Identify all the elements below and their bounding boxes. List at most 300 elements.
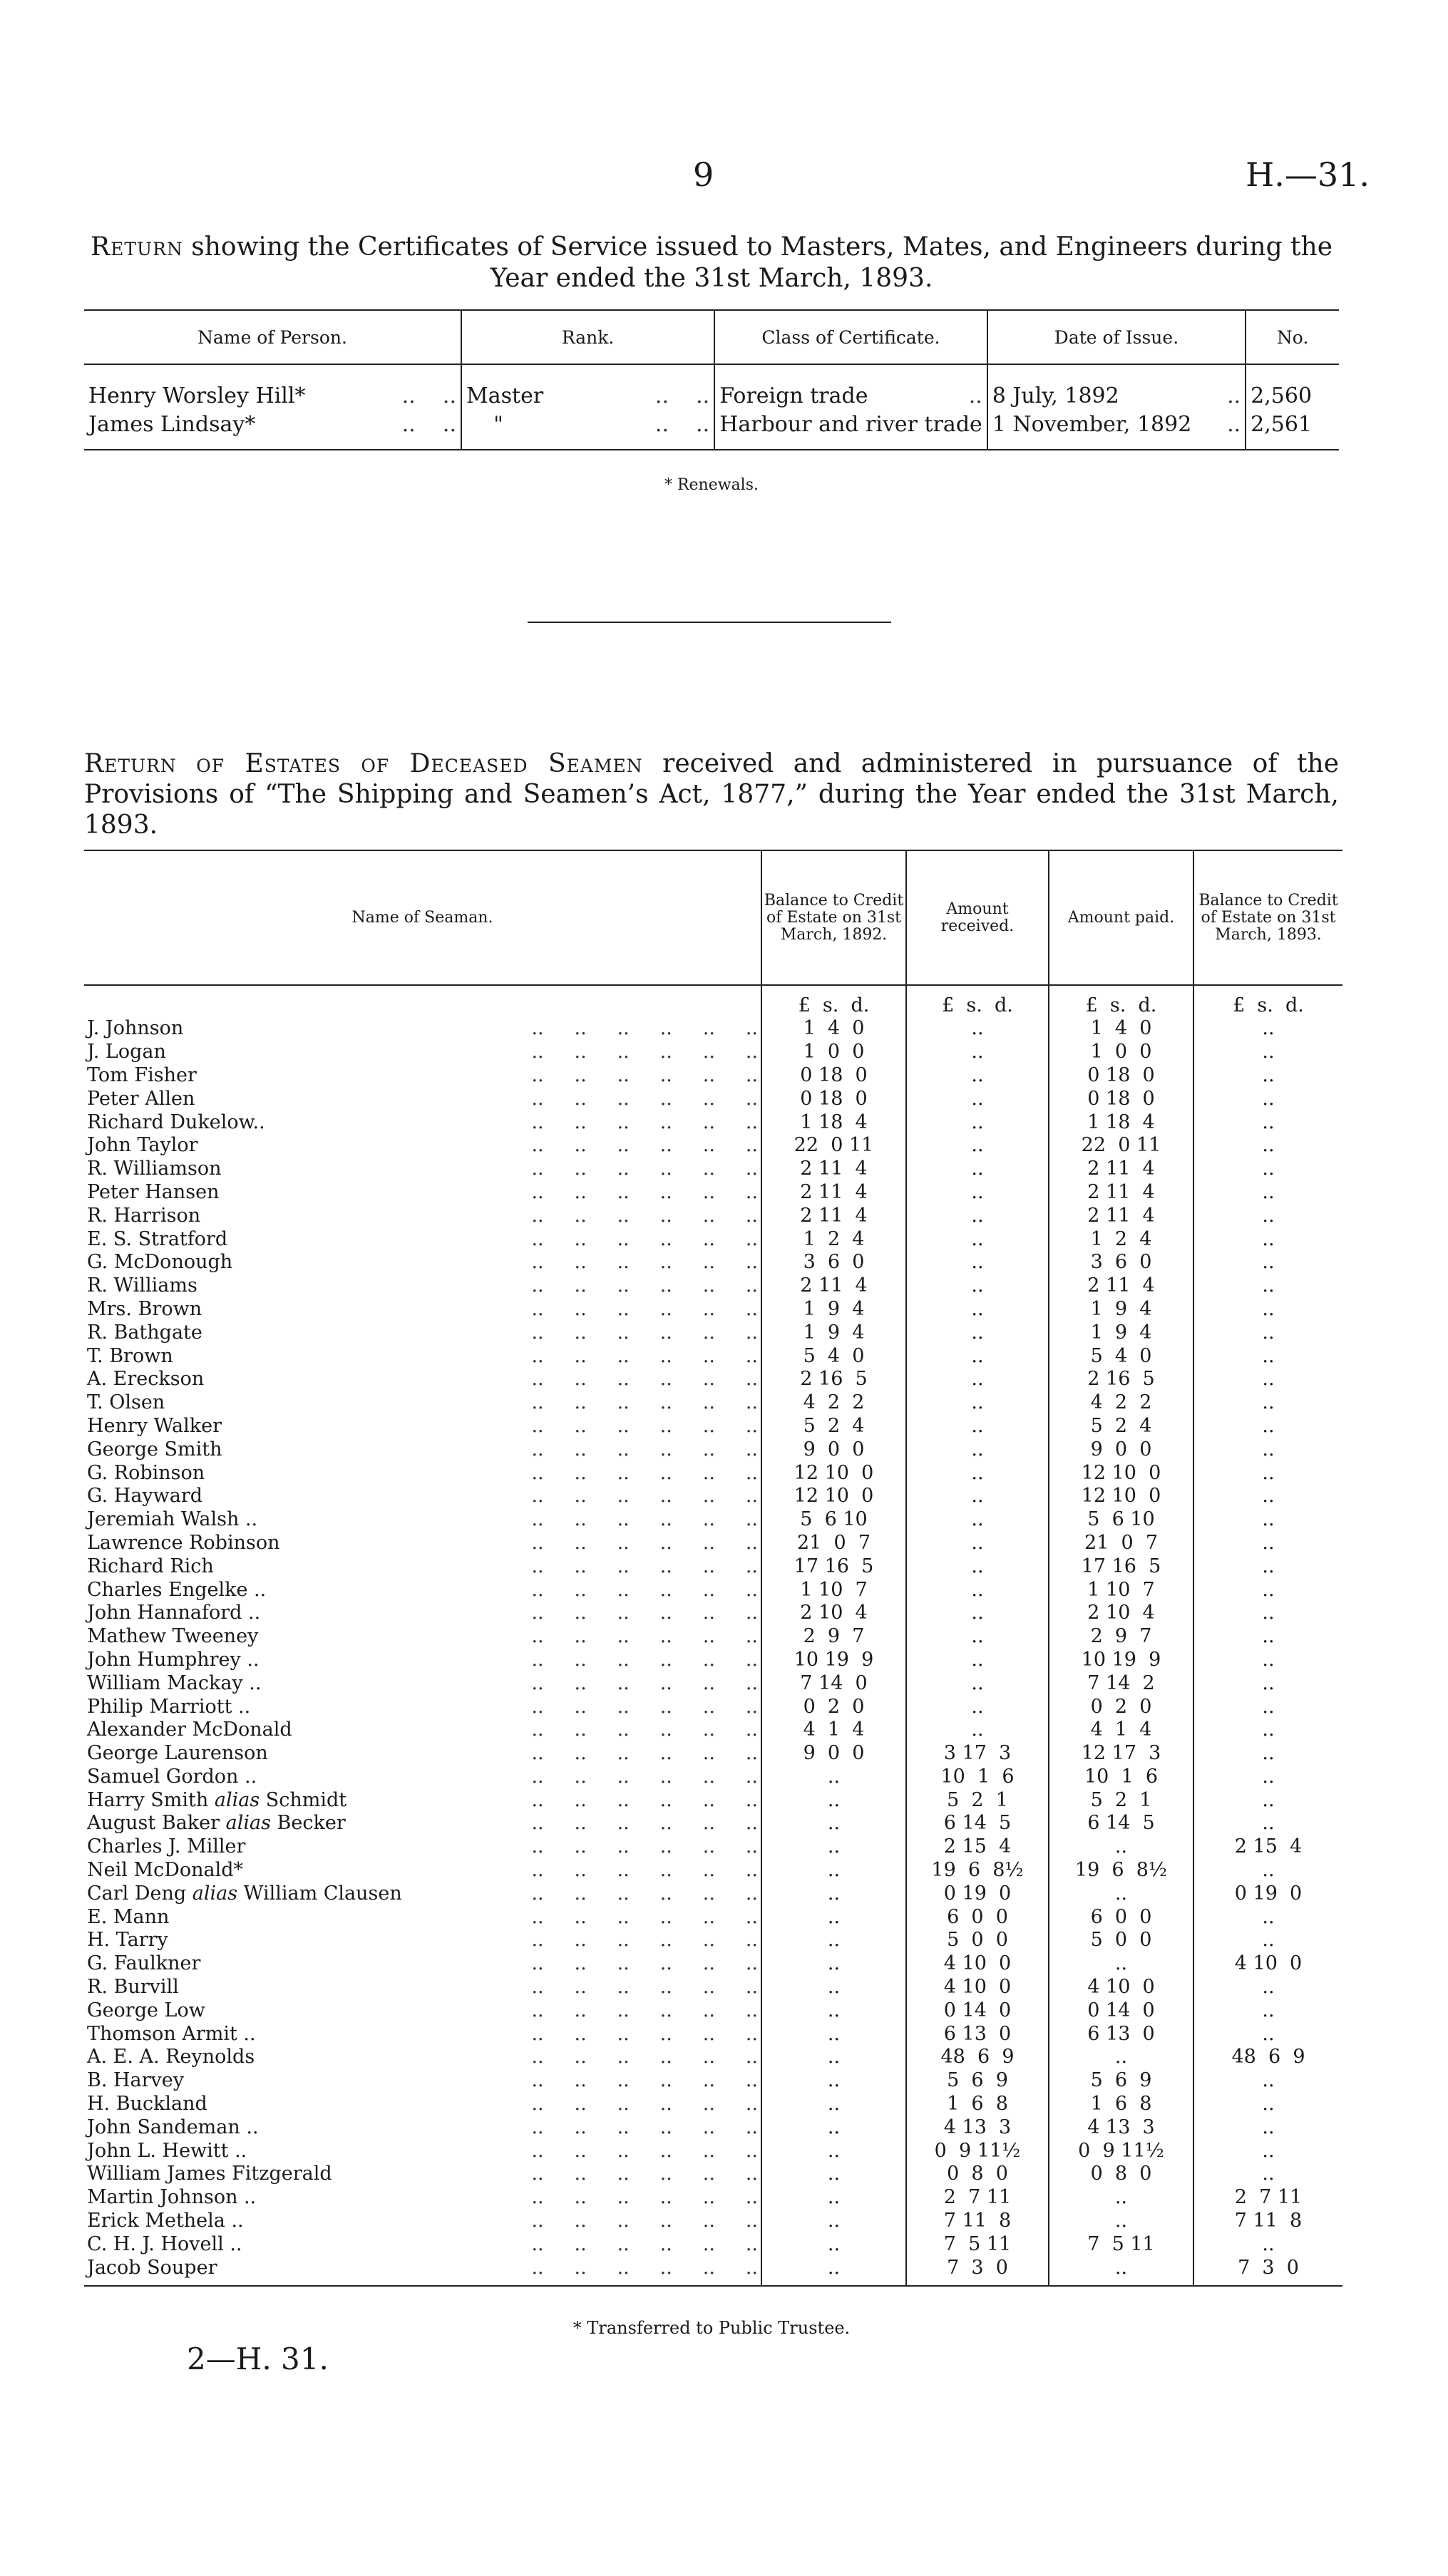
seaman-name-text: John Sandeman .. xyxy=(87,2116,259,2138)
amount-bal92: 5 2 4 xyxy=(761,1415,906,1438)
certificates-footnote: * Renewals. xyxy=(664,476,759,494)
seaman-name: August Baker alias Becker .. .. .. .. .. .. xyxy=(87,1812,758,1835)
amount-bal92: 1 9 4 xyxy=(761,1298,906,1322)
seaman-name-text: Erick Methela .. xyxy=(87,2210,244,2232)
estates-title-smallcaps: of Estates of Deceased Seamen xyxy=(196,749,643,778)
amount-bal92: 2 10 4 xyxy=(761,1602,906,1625)
estates-title xyxy=(84,748,1339,840)
amount-bal93: .. xyxy=(1193,1368,1342,1391)
seaman-name: Mrs. Brown .. .. .. .. .. .. xyxy=(87,1297,758,1320)
cert-no: 2,561 xyxy=(1246,411,1339,450)
seaman-name: Carl Deng alias William Clausen .. .. .. .. .. .. xyxy=(87,1882,758,1905)
seaman-name: George Laurenson .. .. .. .. .. .. xyxy=(87,1742,758,1765)
table-row xyxy=(84,1882,1342,1905)
amount-bal93: 2 15 4 xyxy=(1193,1835,1342,1859)
estates-title-lead: Return xyxy=(84,749,177,778)
amount-bal93: .. xyxy=(1193,2163,1342,2186)
seaman-name: Martin Johnson .. .. .. .. .. .. .. xyxy=(87,2186,758,2209)
amount-received: .. xyxy=(906,1321,1049,1344)
amount-bal92: 5 4 0 xyxy=(761,1344,906,1368)
amount-paid: 2 11 4 xyxy=(1049,1181,1193,1205)
amount-bal93: .. xyxy=(1193,1274,1342,1298)
seaman-name-text: Mathew Tweeney xyxy=(87,1625,259,1648)
seaman-name-text: T. Brown xyxy=(87,1344,173,1367)
amount-paid: 12 17 3 xyxy=(1049,1742,1193,1766)
amount-received: .. xyxy=(906,1695,1049,1719)
seaman-name-text: J. Logan xyxy=(87,1041,166,1063)
amount-paid: 4 13 3 xyxy=(1049,2116,1193,2139)
units-row xyxy=(84,985,1342,1017)
seaman-name-text: John L. Hewitt .. xyxy=(87,2139,247,2162)
seaman-name-text: A. E. A. Reynolds xyxy=(87,2046,255,2068)
amount-bal93: .. xyxy=(1193,1461,1342,1485)
estates-footnote: * Transferred to Public Trustee. xyxy=(572,2318,851,2338)
seaman-name-text: August Baker alias Becker xyxy=(87,1812,346,1835)
seaman-name: A. Ereckson .. .. .. .. .. .. xyxy=(87,1368,758,1391)
seaman-name-text: Richard Dukelow.. xyxy=(87,1111,265,1133)
amount-received: 1 6 8 xyxy=(906,2093,1049,2116)
amount-received: .. xyxy=(906,1555,1049,1578)
amount-received: .. xyxy=(906,1111,1049,1134)
seaman-name: E. S. Stratford .. .. .. .. .. .. xyxy=(87,1227,758,1250)
table-row xyxy=(84,2069,1342,2093)
seaman-name-text: Charles Engelke .. xyxy=(87,1578,267,1601)
amount-received: 4 13 3 xyxy=(906,2116,1049,2139)
amount-bal93: .. xyxy=(1193,1812,1342,1835)
amount-bal92: .. xyxy=(761,1766,906,1789)
amount-bal93: .. xyxy=(1193,1485,1342,1508)
amount-bal92: 1 4 0 xyxy=(761,1017,906,1041)
amount-received: .. xyxy=(906,1041,1049,1064)
table-row xyxy=(84,1719,1342,1742)
table-row xyxy=(84,1766,1342,1789)
amount-bal92: .. xyxy=(761,1812,906,1835)
col-header-name: Name of Person. xyxy=(84,310,461,364)
amount-bal92: 21 0 7 xyxy=(761,1532,906,1555)
amount-bal92: .. xyxy=(761,1999,906,2022)
amount-paid: 4 2 2 xyxy=(1049,1391,1193,1415)
amount-bal92: 12 10 0 xyxy=(761,1485,906,1508)
amount-bal92: 10 19 9 xyxy=(761,1649,906,1672)
table-row xyxy=(84,364,1339,411)
table-row xyxy=(84,1415,1342,1438)
seaman-name: H. Tarry .. .. .. .. .. .. xyxy=(87,1929,758,1952)
amount-bal92: .. xyxy=(761,1905,906,1929)
table-row xyxy=(84,1368,1342,1391)
col-header-balance-1893: Balance to Credit of Estate on 31st March, 1893. xyxy=(1193,850,1342,985)
amount-received: 7 5 11 xyxy=(906,2232,1049,2256)
seaman-name: Philip Marriott .. .. .. .. .. .. .. xyxy=(87,1695,758,1718)
amount-paid: 2 11 4 xyxy=(1049,1274,1193,1298)
table-row xyxy=(84,1508,1342,1532)
page-signature: 2—H. 31. xyxy=(187,2341,329,2376)
seaman-name-text: R. Williams xyxy=(87,1274,197,1297)
cert-name: James Lindsay* .. .. xyxy=(84,411,461,450)
amount-received: .. xyxy=(906,1625,1049,1649)
seaman-name-text: William James Fitzgerald xyxy=(87,2163,332,2185)
amount-received: 4 10 0 xyxy=(906,1976,1049,1999)
seaman-name: E. Mann .. .. .. .. .. .. xyxy=(87,1905,758,1928)
seaman-name: G. McDonough .. .. .. .. .. .. xyxy=(87,1251,758,1274)
seaman-name: Jacob Souper .. .. .. .. .. .. xyxy=(84,2256,761,2286)
amount-bal93: .. xyxy=(1193,1158,1342,1181)
table-row xyxy=(84,1227,1342,1251)
seaman-name-text: T. Olsen xyxy=(87,1391,165,1414)
seaman-name: William Mackay .. .. .. .. .. .. .. xyxy=(87,1671,758,1694)
table-row xyxy=(84,1625,1342,1649)
seaman-name: Richard Dukelow.. .. .. .. .. .. .. xyxy=(87,1111,758,1133)
page-number: 9 xyxy=(693,155,714,194)
amount-bal93: .. xyxy=(1193,1976,1342,1999)
amount-received: 5 2 1 xyxy=(906,1788,1049,1812)
seaman-name: A. E. A. Reynolds .. .. .. .. .. .. xyxy=(87,2046,758,2068)
amount-received: .. xyxy=(906,1017,1049,1041)
cert-class: Foreign trade .. xyxy=(714,364,987,411)
amount-received: .. xyxy=(906,1251,1049,1274)
amount-bal93: .. xyxy=(1193,2022,1342,2046)
amount-received: 7 11 8 xyxy=(906,2210,1049,2233)
seaman-name: G. Faulkner .. .. .. .. .. .. xyxy=(87,1952,758,1975)
section-divider xyxy=(528,622,891,623)
amount-bal92: 3 6 0 xyxy=(761,1251,906,1274)
seaman-name: T. Olsen .. .. .. .. .. .. xyxy=(87,1391,758,1414)
amount-bal92: .. xyxy=(761,1788,906,1812)
seaman-name: C. H. J. Hovell .. .. .. .. .. .. .. xyxy=(87,2232,758,2255)
col-header-balance-1892: Balance to Credit of Estate on 31st March, 1892. xyxy=(761,850,906,985)
amount-bal92: .. xyxy=(761,1952,906,1976)
amount-paid: 1 10 7 xyxy=(1049,1578,1193,1602)
amount-paid: 5 6 9 xyxy=(1049,2069,1193,2093)
amount-received: .. xyxy=(906,1134,1049,1158)
table-row xyxy=(84,1602,1342,1625)
amount-received: .. xyxy=(906,1532,1049,1555)
amount-received: .. xyxy=(906,1649,1049,1672)
seaman-name-text: Jacob Souper xyxy=(87,2256,217,2279)
amount-received: 5 6 9 xyxy=(906,2069,1049,2093)
amount-paid: 6 13 0 xyxy=(1049,2022,1193,2046)
col-header-class: Class of Certificate. xyxy=(714,310,987,364)
seaman-name: Richard Rich .. .. .. .. .. .. xyxy=(87,1555,758,1577)
col-header-seaman: Name of Seaman. xyxy=(84,850,761,985)
table-row xyxy=(84,2139,1342,2163)
seaman-name-text: Tom Fisher xyxy=(87,1063,197,1086)
seaman-name-text: R. Harrison xyxy=(87,1204,201,1227)
amount-bal92: 2 9 7 xyxy=(761,1625,906,1649)
amount-bal92: .. xyxy=(761,2256,906,2286)
amount-received: .. xyxy=(906,1391,1049,1415)
amount-bal92: 9 0 0 xyxy=(761,1438,906,1461)
table-row xyxy=(84,2022,1342,2046)
cert-class: Harbour and river trade xyxy=(714,411,987,450)
table-row xyxy=(84,1532,1342,1555)
table-row xyxy=(84,1158,1342,1181)
table-row xyxy=(84,2256,1342,2286)
seaman-name-text: H. Tarry xyxy=(87,1929,168,1952)
table-row xyxy=(84,1929,1342,1952)
seaman-name-text: Martin Johnson .. xyxy=(87,2186,257,2209)
amount-bal92: 0 18 0 xyxy=(761,1064,906,1088)
amount-received: 19 6 8½ xyxy=(906,1859,1049,1882)
table-row xyxy=(84,1578,1342,1602)
seaman-name: Tom Fisher .. .. .. .. .. .. xyxy=(87,1063,758,1086)
amount-paid: 6 0 0 xyxy=(1049,1905,1193,1929)
amount-bal93: .. xyxy=(1193,1298,1342,1322)
seaman-name-text: Charles J. Miller xyxy=(87,1835,246,1858)
amount-bal92: 9 0 0 xyxy=(761,1742,906,1766)
amount-paid: 0 18 0 xyxy=(1049,1064,1193,1088)
seaman-name: Peter Allen .. .. .. .. .. .. xyxy=(87,1087,758,1110)
amount-paid: .. xyxy=(1049,2256,1193,2286)
amount-received: .. xyxy=(906,1064,1049,1088)
amount-bal93: .. xyxy=(1193,1602,1342,1625)
amount-bal92: .. xyxy=(761,1882,906,1905)
amount-received: .. xyxy=(906,1158,1049,1181)
amount-paid: 2 11 4 xyxy=(1049,1204,1193,1227)
table-row xyxy=(84,1788,1342,1812)
amount-received: 6 13 0 xyxy=(906,2022,1049,2046)
seaman-name-text: Mrs. Brown xyxy=(87,1297,202,1320)
cert-date: 8 July, 1892 .. xyxy=(987,364,1246,411)
seaman-name: John Sandeman .. .. .. .. .. .. .. xyxy=(87,2116,758,2138)
seaman-name-text: G. Faulkner xyxy=(87,1952,201,1975)
amount-paid: 17 16 5 xyxy=(1049,1555,1193,1578)
amount-received: 0 9 11½ xyxy=(906,2139,1049,2163)
cert-no: 2,560 xyxy=(1246,364,1339,411)
amount-paid: 1 0 0 xyxy=(1049,1041,1193,1064)
amount-bal92: .. xyxy=(761,2022,906,2046)
amount-received: .. xyxy=(906,1485,1049,1508)
seaman-name: William James Fitzgerald .. .. .. .. .. .. xyxy=(87,2163,758,2185)
seaman-name-text: R. Bathgate xyxy=(87,1321,202,1344)
amount-bal93: .. xyxy=(1193,2116,1342,2139)
table-row xyxy=(84,1671,1342,1695)
amount-bal92: .. xyxy=(761,2046,906,2069)
amount-bal92: 2 11 4 xyxy=(761,1181,906,1205)
table-row xyxy=(84,1134,1342,1158)
amount-bal93: .. xyxy=(1193,2139,1342,2163)
amount-bal92: 1 18 4 xyxy=(761,1111,906,1134)
amount-bal93: .. xyxy=(1193,1415,1342,1438)
amount-received: .. xyxy=(906,1087,1049,1111)
table-row xyxy=(84,1905,1342,1929)
seaman-name-text: Carl Deng alias William Clausen xyxy=(87,1882,402,1905)
table-row xyxy=(84,2163,1342,2186)
seaman-name-text: John Taylor xyxy=(87,1134,198,1157)
amount-bal93: 48 6 9 xyxy=(1193,2046,1342,2069)
amount-paid: .. xyxy=(1049,1952,1193,1976)
amount-paid: 2 11 4 xyxy=(1049,1158,1193,1181)
amount-paid: 4 10 0 xyxy=(1049,1976,1193,1999)
amount-paid: 1 6 8 xyxy=(1049,2093,1193,2116)
cert-rank: " .. .. xyxy=(461,411,714,450)
amount-paid: 10 1 6 xyxy=(1049,1766,1193,1789)
amount-bal92: 4 1 4 xyxy=(761,1719,906,1742)
amount-bal93: .. xyxy=(1193,1391,1342,1415)
amount-received: .. xyxy=(906,1274,1049,1298)
amount-bal92: .. xyxy=(761,2163,906,2186)
table-row xyxy=(84,1391,1342,1415)
seaman-name: Henry Walker .. .. .. .. .. .. xyxy=(87,1414,758,1437)
seaman-name-text: Henry Walker xyxy=(87,1414,222,1437)
amount-paid: 2 9 7 xyxy=(1049,1625,1193,1649)
amount-received: 0 8 0 xyxy=(906,2163,1049,2186)
seaman-name: George Low .. .. .. .. .. .. xyxy=(87,1999,758,2021)
seaman-name: J. Johnson .. .. .. .. .. .. xyxy=(87,1017,758,1040)
table-row xyxy=(84,1461,1342,1485)
table-row xyxy=(84,1181,1342,1205)
amount-paid: 1 9 4 xyxy=(1049,1298,1193,1322)
amount-received: .. xyxy=(906,1415,1049,1438)
amount-paid: 5 4 0 xyxy=(1049,1344,1193,1368)
seaman-name: G. Robinson .. .. .. .. .. .. xyxy=(87,1461,758,1484)
seaman-name: John Humphrey .. .. .. .. .. .. .. xyxy=(87,1648,758,1671)
col-header-date: Date of Issue. xyxy=(987,310,1246,364)
seaman-name-text: Lawrence Robinson xyxy=(87,1531,280,1554)
amount-bal93: .. xyxy=(1193,1649,1342,1672)
seaman-name: Charles Engelke .. .. .. .. .. .. .. xyxy=(87,1578,758,1601)
amount-bal93: .. xyxy=(1193,1695,1342,1719)
amount-bal92: 22 0 11 xyxy=(761,1134,906,1158)
seaman-name-text: G. Robinson xyxy=(87,1461,205,1484)
amount-paid: 21 0 7 xyxy=(1049,1532,1193,1555)
amount-bal92: .. xyxy=(761,1976,906,1999)
seaman-name-text: John Hannaford .. xyxy=(87,1602,261,1624)
estates-title-rest: received and administered in pursuance of the Provisions of “The Shipping and Seamen’s Act, 1877,” during the Year ended the 31st March, 1893. xyxy=(84,749,1339,840)
table-row xyxy=(84,1344,1342,1368)
table-row xyxy=(84,1695,1342,1719)
amount-received: 6 0 0 xyxy=(906,1905,1049,1929)
table-row xyxy=(84,1485,1342,1508)
certificates-title-lead: Return xyxy=(90,232,183,262)
seaman-name: R. Williams .. .. .. .. .. .. xyxy=(87,1274,758,1297)
amount-bal92: 2 11 4 xyxy=(761,1204,906,1227)
amount-bal93: .. xyxy=(1193,1578,1342,1602)
certificates-title xyxy=(84,232,1339,294)
amount-bal92: 12 10 0 xyxy=(761,1461,906,1485)
amount-bal93: .. xyxy=(1193,1532,1342,1555)
amount-bal93: .. xyxy=(1193,1204,1342,1227)
amount-bal93: .. xyxy=(1193,1041,1342,1064)
seaman-name-text: Jeremiah Walsh .. xyxy=(87,1508,258,1531)
amount-bal93: .. xyxy=(1193,1181,1342,1205)
amount-bal93: .. xyxy=(1193,2232,1342,2256)
amount-received: 3 17 3 xyxy=(906,1742,1049,1766)
cert-date: 1 November, 1892 .. xyxy=(987,411,1246,450)
amount-paid: 0 8 0 xyxy=(1049,2163,1193,2186)
amount-bal93: 4 10 0 xyxy=(1193,1952,1342,1976)
amount-received: 5 0 0 xyxy=(906,1929,1049,1952)
amount-bal93: .. xyxy=(1193,1321,1342,1344)
seaman-name: R. Harrison .. .. .. .. .. .. xyxy=(87,1204,758,1227)
units-label: £ s. d. xyxy=(906,985,1049,1017)
table-row xyxy=(84,1952,1342,1976)
amount-paid: 12 10 0 xyxy=(1049,1485,1193,1508)
amount-bal92: .. xyxy=(761,2093,906,2116)
amount-paid: 1 2 4 xyxy=(1049,1227,1193,1251)
amount-received: 0 14 0 xyxy=(906,1999,1049,2022)
amount-bal93: .. xyxy=(1193,1508,1342,1532)
amount-received: .. xyxy=(906,1671,1049,1695)
amount-bal92: .. xyxy=(761,1835,906,1859)
table-row xyxy=(84,1649,1342,1672)
amount-bal92: 2 11 4 xyxy=(761,1158,906,1181)
amount-received: 7 3 0 xyxy=(906,2256,1049,2286)
table-row xyxy=(84,1999,1342,2022)
seaman-name: J. Logan .. .. .. .. .. .. xyxy=(87,1041,758,1063)
cert-name: Henry Worsley Hill* .. .. xyxy=(88,383,457,408)
amount-bal92: .. xyxy=(761,2210,906,2233)
table-row xyxy=(84,1835,1342,1859)
amount-paid: 9 0 0 xyxy=(1049,1438,1193,1461)
table-row xyxy=(84,1742,1342,1766)
col-header-no: No. xyxy=(1246,310,1339,364)
amount-received: .. xyxy=(906,1368,1049,1391)
amount-paid: .. xyxy=(1049,2046,1193,2069)
amount-received: 0 19 0 xyxy=(906,1882,1049,1905)
amount-paid: 5 2 1 xyxy=(1049,1788,1193,1812)
amount-received: .. xyxy=(906,1181,1049,1205)
amount-bal92: .. xyxy=(761,2069,906,2093)
seaman-name: R. Williamson .. .. .. .. .. .. xyxy=(87,1158,758,1180)
seaman-name-text: Neil McDonald* xyxy=(87,1859,244,1882)
col-header-received: Amount received. xyxy=(906,850,1049,985)
amount-bal93: .. xyxy=(1193,2093,1342,2116)
amount-paid: .. xyxy=(1049,2210,1193,2233)
amount-bal93: .. xyxy=(1193,1766,1342,1789)
units-label: £ s. d. xyxy=(1193,985,1342,1017)
seaman-name-text: William Mackay .. xyxy=(87,1671,262,1694)
certificates-table xyxy=(84,309,1339,450)
amount-bal92: 1 2 4 xyxy=(761,1227,906,1251)
seaman-name: Mathew Tweeney .. .. .. .. .. .. xyxy=(87,1625,758,1648)
seaman-name: G. Hayward .. .. .. .. .. .. xyxy=(87,1485,758,1508)
amount-paid: 5 0 0 xyxy=(1049,1929,1193,1952)
seaman-name: Jeremiah Walsh .. .. .. .. .. .. .. xyxy=(87,1508,758,1531)
amount-bal93: 0 19 0 xyxy=(1193,1882,1342,1905)
table-row xyxy=(84,1976,1342,1999)
table-row xyxy=(84,2116,1342,2139)
amount-received: 4 10 0 xyxy=(906,1952,1049,1976)
seaman-name: Neil McDonald* .. .. .. .. .. .. xyxy=(87,1859,758,1882)
amount-paid: 19 6 8½ xyxy=(1049,1859,1193,1882)
estates-table xyxy=(84,850,1342,2287)
amount-bal93: .. xyxy=(1193,1134,1342,1158)
amount-bal92: .. xyxy=(761,2186,906,2210)
table-row xyxy=(84,1064,1342,1088)
seaman-name-text: Alexander McDonald xyxy=(87,1719,292,1741)
amount-bal93: .. xyxy=(1193,1788,1342,1812)
amount-bal93: .. xyxy=(1193,1742,1342,1766)
seaman-name-text: Richard Rich xyxy=(87,1555,214,1577)
seaman-name-text: Samuel Gordon .. xyxy=(87,1765,257,1788)
seaman-name-text: G. Hayward xyxy=(87,1485,203,1508)
seaman-name: Alexander McDonald .. .. .. .. .. .. xyxy=(87,1719,758,1741)
table-row xyxy=(84,2046,1342,2069)
seaman-name-text: George Low xyxy=(87,1999,205,2021)
seaman-name-text: J. Johnson xyxy=(87,1017,184,1040)
amount-paid: 1 18 4 xyxy=(1049,1111,1193,1134)
seaman-name-text: R. Burvill xyxy=(87,1976,179,1999)
seaman-name: Erick Methela .. .. .. .. .. .. .. xyxy=(87,2210,758,2232)
table-row xyxy=(84,1321,1342,1344)
seaman-name: Lawrence Robinson .. .. .. .. .. .. xyxy=(87,1531,758,1554)
amount-bal93: .. xyxy=(1193,1905,1342,1929)
seaman-name-text: Philip Marriott .. xyxy=(87,1695,251,1718)
amount-bal92: 17 16 5 xyxy=(761,1555,906,1578)
amount-received: 2 15 4 xyxy=(906,1835,1049,1859)
amount-bal92: 2 11 4 xyxy=(761,1274,906,1298)
amount-bal93: .. xyxy=(1193,1251,1342,1274)
